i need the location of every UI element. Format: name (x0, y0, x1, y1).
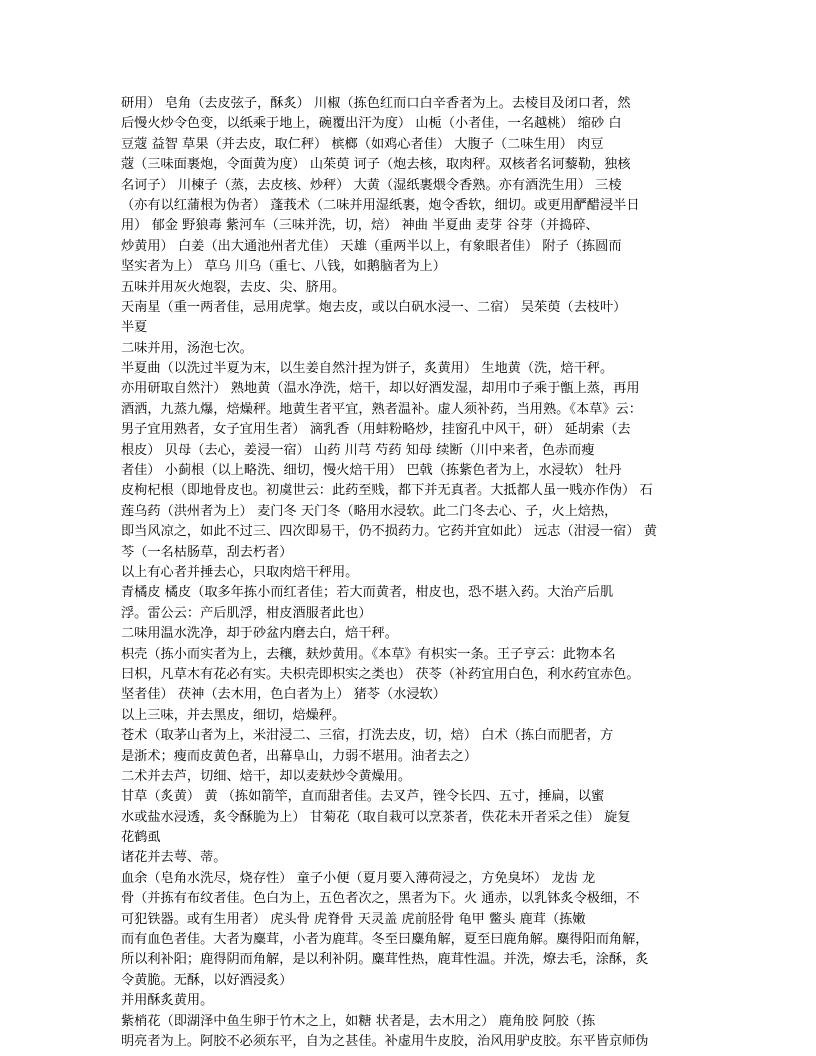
text-line: 莲乌药（洪州者为上） 麦门冬 天门冬（略用水浸软。此二门冬去心、子，火上焙热， (121, 503, 618, 519)
text-line: 五味并用灰火炮裂，去皮、尖、脐用。 (121, 279, 346, 295)
text-line: 紫梢花（即湖泽中鱼生卵于竹木之上，如糖 状者是，去木用之） 鹿角胶 阿胶（拣 (121, 1013, 596, 1029)
text-line: 坚者佳） 茯神（去木用，色白者为上） 猪苓（水浸软） (121, 687, 446, 703)
text-line: 水或盐水浸透，炙令酥脆为上） 甘菊花（取自栽可以烹茶者，佚花未开者采之佳） 旋复 (121, 809, 631, 825)
text-line: 苍术（取茅山者为上，米泔浸二、三宿，打洗去皮，切，焙） 白术（拣白而肥者，方 (121, 728, 614, 744)
text-line: 所以利补阳；鹿得阴而角解，是以利补阴。麋茸性热，鹿茸性温。并洗，燎去毛，涂酥，炙 (121, 952, 649, 968)
text-line: 二味用温水洗净，却于砂盆内磨去白，焙干秤。 (121, 626, 398, 642)
text-line: 青橘皮 橘皮（取多年拣小而红者佳；若大而黄者，柑皮也，恐不堪入药。大治产后肌 (121, 585, 614, 601)
text-line: 豆蔻 益智 草果（并去皮，取仁秤） 槟榔（如鸡心者佳） 大腹子（二味生用） 肉豆 (121, 136, 604, 152)
text-line: 二术并去芦，切细、焙干，却以麦麸炒令黄燥用。 (121, 768, 412, 784)
text-line: （亦有以红蒲根为伪者） 蓬莪术（二味并用湿纸裹，炮令香软，细切。或更用酽醋浸半日 (121, 197, 640, 213)
text-line: 酒洒，九蒸九爆，焙燥秤。地黄生者平宜，熟者温补。虚人须补药，当用熟。《本草》云： (121, 401, 642, 417)
text-line: 即当风凉之，如此不过三、四次即易干，仍不损药力。它药并宜如此） 远志（泔浸一宿） 黄 (121, 524, 657, 540)
text-line: 令黄脆。无酥，以好酒浸炙） (121, 972, 293, 988)
text-line: 是浙术；瘦而皮黄色者，出幕阜山，力弱不堪用。油者去之） (121, 748, 478, 764)
text-line: 甘草（炙黄） 黄 （拣如箭竿，直而甜者佳。去叉芦，锉令长四、五寸，捶扁，以蜜 (121, 789, 605, 805)
text-line: 花鹤虱 (121, 830, 161, 846)
text-line: 蔻（三味面裹炮，令面黄为度） 山茱萸 诃子（炮去核，取肉秤。双核者名诃藜勒，独核 (121, 157, 631, 173)
text-line: 炒黄用） 白姜（出大通池州者尤佳） 天雄（重两半以上，有象眼者佳） 附子（拣圆而 (121, 238, 622, 254)
text-line: 诸花并去萼、蒂。 (121, 850, 227, 866)
text-line: 半夏曲（以洗过半夏为末，以生姜自然汁捏为饼子，炙黄用） 生地黄（洗，焙干秤。 (121, 361, 614, 377)
text-line: 芩（一名枯肠草，刮去朽者） (121, 544, 293, 560)
text-line: 研用） 皂角（去皮弦子，酥炙） 川椒（拣色红而口白辛香者为上。去棱目及闭口者，然 (121, 96, 631, 111)
text-line: 根皮） 贝母（去心，姜浸一宿） 山药 川芎 芍药 知母 续断（川中来者，色赤而瘦 (121, 442, 595, 458)
text-line: 名诃子） 川楝子（蒸，去皮核、炒秤） 大黄（湿纸裹煨令香熟。亦有酒洗生用） 三棱 (121, 177, 622, 193)
text-line: 用） 郁金 野狼毒 紫河车（三味并洗，切，焙） 神曲 半夏曲 麦芽 谷芽（并捣碎、 (121, 218, 599, 234)
text-line: 可犯铁器。或有生用者） 虎头骨 虎脊骨 天灵盖 虎前胫骨 龟甲 鳖头 鹿茸（拣嫩 (121, 911, 586, 927)
text-line: 以上有心者并捶去心，只取肉焙干秤用。 (121, 564, 359, 580)
text-line: 曰枳，凡草木有花必有实。夫枳壳即枳实之类也） 茯苓（补药宜用白色，利水药宜赤色。 (121, 666, 640, 682)
text-line: 半夏 (121, 320, 148, 336)
text-line: 浮。雷公云：产后肌浮，柑皮酒服者此也） (121, 605, 372, 621)
text-line: 以上三味，并去黑皮，细切，焙燥秤。 (121, 707, 346, 723)
text-line: 骨（并拣有布纹者佳。色白为上，五色者次之，黑者为下。火 通赤，以乳钵炙令极细，不 (121, 891, 640, 907)
document-body (121, 94, 696, 1052)
text-line: 天南星（重一两者佳，忌用虎掌。炮去皮，或以白矾水浸一、二宿） 吴茱萸（去枝叶） (121, 299, 627, 315)
text-line: 而有血色者佳。大者为麋茸，小者为鹿茸。冬至曰麋角解，夏至曰鹿角解。麋得阳而角解， (121, 932, 649, 948)
text-line: 皮枸杞根（即地骨皮也。初虞世云：此药至贱，都下并无真者。大抵都人虽一贱亦作伪） 石 (121, 483, 653, 499)
text-line: 明亮者为上。阿胶不必须东平，自为之甚佳。补虚用牛皮胶，治风用驴皮胶。东平皆京师伪 (121, 1033, 649, 1049)
text-line: 枳壳（拣小而实者为上，去穰，麸炒黄用。《本草》有枳实一条。王子亨云：此物本名 (121, 646, 616, 662)
text-line: 并用酥炙黄用。 (121, 993, 214, 1009)
text-line: 坚实者为上） 草乌 川乌（重七、八钱，如鹅脑者为上） (121, 259, 446, 275)
text-line: 二味并用，汤泡七次。 (121, 340, 253, 356)
text-line: 者佳） 小蓟根（以上略洗、细切，慢火焙干用） 巴戟（拣紫色者为上，水浸软） 牡丹 (121, 463, 622, 479)
text-line: 男子宜用熟者，女子宜用生者） 滴乳香（用蚌粉略炒，挂窗孔中风干，研） 延胡索（去 (121, 422, 631, 438)
text-line: 后慢火炒令色变，以纸乘于地上，碗覆出汗为度） 山栀（小者佳，一名越桃） 缩砂 白 (121, 116, 622, 132)
text-line: 亦用研取自然汁） 熟地黄（温水净洗，焙干，却以好酒发湿，却用巾子乘于甑上蒸，再用 (121, 381, 640, 397)
text-line: 血余（皂角水洗尽，烧存性） 童子小便（夏月要入薄荷浸之，方免臭坏） 龙齿 龙 (121, 870, 596, 886)
